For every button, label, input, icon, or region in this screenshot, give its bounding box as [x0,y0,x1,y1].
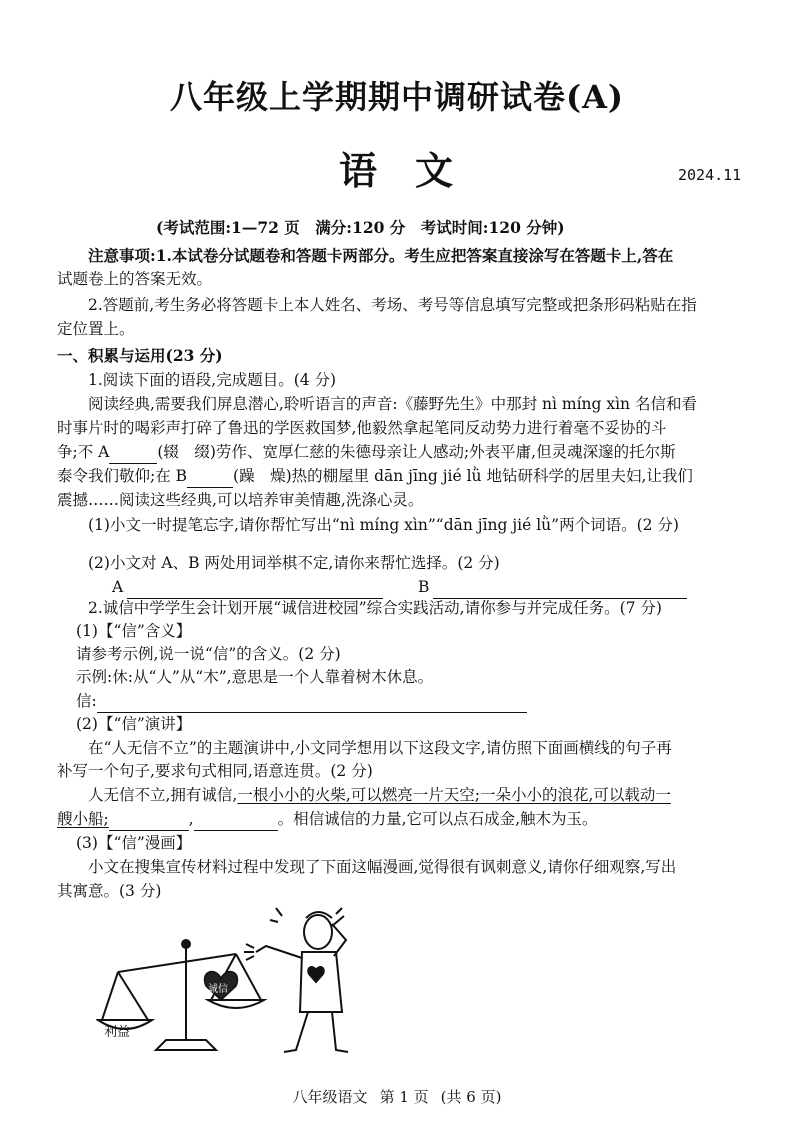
q2-part2-line-2: 补写一个句子,要求句式相同,语意连贯。(2 分) [57,762,373,780]
subject-char-2: 文 [415,148,456,193]
man-figure [244,908,348,1052]
q2-part1-heading: (1)【“信”含义】 [76,622,192,640]
answer-b-row: B [418,576,687,599]
subject-title [0,140,794,195]
exam-info: (考试范围:1—72 页 满分:120 分 考试时间:120 分钟) [156,218,565,237]
section-1-heading: 一、积累与运用(23 分) [57,346,223,365]
q2-part3-line-1: 小文在搜集宣传材料过程中发现了下面这幅漫画,觉得很有讽刺意义,请你仔细观察,写出 [88,858,677,876]
q2-title: 2.诚信中学学生会计划开展“诚信进校园”综合实践活动,请你参与并完成任务。(7 分) [88,599,662,617]
q1-title: 1.阅读下面的语段,完成题目。(4 分) [88,371,337,389]
notice-line-2: 试题卷上的答案无效。 [57,270,213,288]
honesty-cartoon [96,900,376,1060]
q1-passage-line-4: 泰令我们敬仰;在 B (躁 燥)热的棚屋里 dān jīng jié lǜ 地钻研科学的居里夫妇,让我们 [57,465,693,488]
blank-b[interactable] [187,469,233,488]
q1-passage-line-2: 时事片时的喝彩声打碎了鲁迅的学医救国梦,他毅然拿起笔同反动势力进行着毫不妥协的斗 [57,419,667,437]
q2-part1-answer: 信: [76,690,527,713]
notice-line-4: 定位置上。 [57,320,135,338]
heart-label: 诚信 [208,984,228,995]
q1-passage-line-1: 阅读经典,需要我们屏息潜心,聆听语言的声音:《藤野先生》中那封 nì míng xìn 名信和看 [88,395,697,413]
q2-part2-sentence-line-1: 人无信不立,拥有诚信,一根小小的火柴,可以燃亮一片天空;一朵小小的浪花,可以载动一 [88,786,671,804]
exam-title: 八年级上学期期中调研试卷(A) [169,78,625,116]
q1-sub1: (1)小文一时提笔忘字,请你帮忙写出“nì míng xìn”“dān jīng jié lǜ”两个词语。(2 分) [88,516,679,534]
notice-line-3: 2.答题前,考生务必将答题卡上本人姓名、考场、考号等信息填写完整或把条形码粘贴在指 [88,296,697,314]
exam-date: 2024.11 [678,166,742,184]
subject-char-1: 语 [338,148,379,193]
footer-subject: 八年级语文 [292,1088,368,1106]
q1-passage-line-3: 争;不 A (辍 缀)劳作、宽厚仁慈的朱德母亲让人感动;外表平庸,但灵魂深邃的托尔斯 [57,441,676,464]
imitate-blank-2[interactable] [194,812,278,831]
xin-meaning-answer-line[interactable] [97,694,527,713]
q2-part2-heading: (2)【“信”演讲】 [76,715,192,733]
q2-part2-line-1: 在“人无信不立”的主题演讲中,小文同学想用以下这段文字,请仿照下面画横线的句子再 [88,739,672,757]
blank-a[interactable] [109,445,157,464]
left-pan-label [104,1024,130,1040]
notice-line-1: 注意事项:1.本试卷分试题卷和答题卡两部分。考生应把答案直接涂写在答题卡上,答在 [88,246,674,265]
answer-a-row: A [112,576,383,599]
footer-page: 第 1 页 [379,1088,429,1106]
q1-passage-line-5: 震撼……阅读这些经典,可以培养审美情趣,洗涤心灵。 [57,491,424,509]
q1-sub2: (2)小文对 A、B 两处用词举棋不定,请你来帮忙选择。(2 分) [88,554,500,572]
imitate-blank-1[interactable] [109,812,189,831]
footer-total: (共 6 页) [440,1088,502,1106]
q2-part2-sentence-line-2: 艘小船; , 。相信诚信的力量,它可以点石成金,触木为玉。 [57,808,598,831]
page-footer [0,1086,794,1107]
svg-text:利益: 利益 [104,1025,131,1040]
q2-part1-prompt: 请参考示例,说一说“信”的含义。(2 分) [76,645,341,663]
q2-part3-heading: (3)【“信”漫画】 [76,834,192,852]
q2-part3-line-2: 其寓意。(3 分) [57,882,162,900]
q2-part1-example: 示例:休:从“人”从“木”,意思是一个人靠着树木休息。 [76,668,434,686]
